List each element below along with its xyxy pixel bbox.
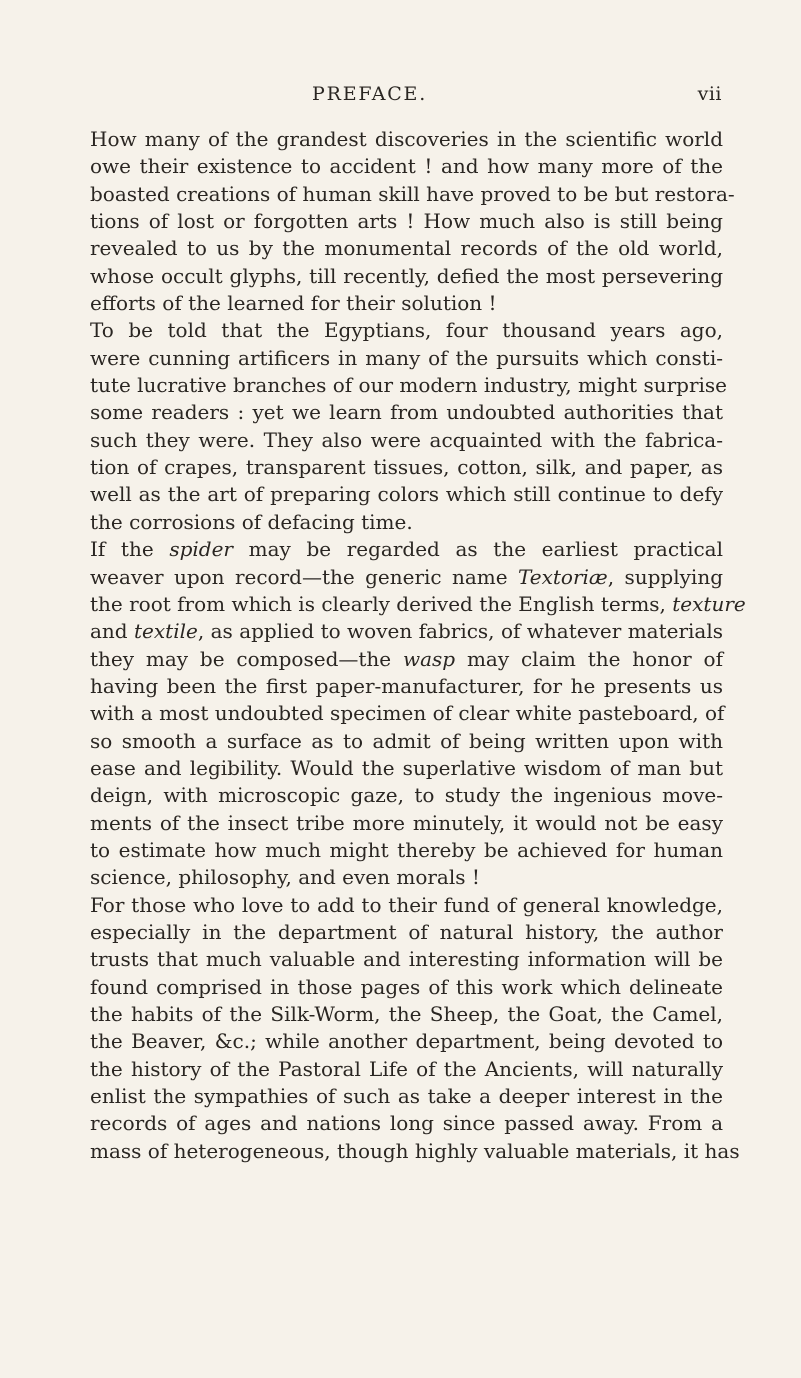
text-run: revealed to us by the monumental records of the old world, xyxy=(90,236,723,261)
text-line xyxy=(90,618,723,645)
text-run: To be told that the Egyptians, four thousand years ago, xyxy=(90,318,723,343)
italic-term: wasp xyxy=(402,646,456,671)
text-run: weaver upon record—the generic name xyxy=(90,564,518,589)
text-line xyxy=(90,864,723,891)
italic-term: textile xyxy=(134,619,198,644)
text-line xyxy=(90,454,723,481)
text-run: may claim the honor of xyxy=(455,646,724,671)
text-run: If the xyxy=(90,537,170,562)
text-run: enlist the sympathies of such as take a deeper interest in the xyxy=(90,1084,723,1109)
text-run: found comprised in those pages of this work which delineate xyxy=(90,974,723,999)
text-line xyxy=(90,728,723,755)
italic-term: spider xyxy=(169,537,233,562)
text-run: trusts that much valuable and interesting information will be xyxy=(90,947,723,972)
text-line xyxy=(90,755,723,782)
text-run: mass of heterogeneous, though highly valuable materials, it has xyxy=(90,1138,740,1163)
text-run: owe their existence to accident ! and how many more of the xyxy=(90,154,723,179)
text-run: and xyxy=(90,619,135,644)
text-line xyxy=(90,181,735,208)
text-run: records of ages and nations long since passed away. From a xyxy=(90,1111,723,1136)
text-run: boasted creations of human skill have proved to be but restora- xyxy=(90,181,735,206)
text-line xyxy=(90,1138,740,1165)
text-run: so smooth a surface as to admit of being written upon with xyxy=(90,728,723,753)
text-run: may be regarded as the earliest practical xyxy=(233,537,723,562)
text-run: deign, with microscopic gaze, to study the ingenious move- xyxy=(90,783,723,808)
italic-term: Textoriæ xyxy=(517,564,608,589)
text-run: the Beaver, &c.; while another department, being devoted to xyxy=(90,1029,723,1054)
text-line xyxy=(90,1028,723,1055)
text-run: some readers : yet we learn from undoubted authorities that xyxy=(90,400,723,425)
text-line xyxy=(90,1001,723,1028)
text-line xyxy=(90,837,723,864)
body-text xyxy=(90,126,746,1165)
text-line xyxy=(90,1056,723,1083)
text-line xyxy=(90,1110,723,1137)
text-line xyxy=(90,591,746,618)
text-line xyxy=(90,345,723,372)
italic-term: texture xyxy=(672,591,746,616)
text-run: were cunning artificers in many of the pursuits which consti- xyxy=(90,345,723,370)
text-line xyxy=(90,974,723,1001)
text-line xyxy=(90,1083,723,1110)
text-line xyxy=(90,509,723,536)
text-line xyxy=(90,317,723,344)
text-line xyxy=(90,782,723,809)
text-run: tions of lost or forgotten arts ! How much also is still being xyxy=(90,209,723,234)
text-run: the habits of the Silk-Worm, the Sheep, the Goat, the Camel, xyxy=(90,1002,723,1026)
text-line xyxy=(90,235,723,262)
text-line xyxy=(90,892,723,919)
text-run: the corrosions of defacing time. xyxy=(90,509,413,534)
text-run: , as applied to woven fabrics, of whatever materials xyxy=(197,619,723,644)
text-line xyxy=(90,564,723,591)
page-number: vii xyxy=(697,83,722,105)
text-run: whose occult glyphs, till recently, defied the most persevering xyxy=(90,263,723,288)
text-run: having been the first paper-manufacturer, for he presents us xyxy=(90,673,723,698)
text-line xyxy=(90,290,723,317)
text-run: the history of the Pastoral Life of the Ancients, will naturally xyxy=(90,1056,723,1081)
text-line xyxy=(90,427,723,454)
text-run: such they were. They also were acquainted with the fabrica- xyxy=(90,427,723,452)
text-line xyxy=(90,208,723,235)
text-run: especially in the department of natural history, the author xyxy=(90,919,723,944)
text-run: with a most undoubted specimen of clear white pasteboard, of xyxy=(90,701,725,726)
text-run: efforts of the learned for their solution ! xyxy=(90,291,497,316)
text-run: tion of crapes, transparent tissues, cotton, silk, and paper, as xyxy=(90,455,723,480)
text-line xyxy=(90,399,723,426)
text-line xyxy=(90,153,723,180)
text-run: science, philosophy, and even morals ! xyxy=(90,865,480,890)
running-head: PREFACE. xyxy=(312,83,428,105)
text-run: How many of the grandest discoveries in the scientific world xyxy=(90,127,723,151)
text-line xyxy=(90,536,723,563)
text-line xyxy=(90,673,723,700)
text-run: , supplying xyxy=(607,564,724,589)
text-line xyxy=(90,946,723,973)
text-run: ease and legibility. Would the superlative wisdom of man but xyxy=(90,755,723,780)
text-run: tute lucrative branches of our modern industry, might surprise xyxy=(90,373,728,398)
text-line xyxy=(90,810,723,837)
text-line xyxy=(90,646,723,673)
text-line xyxy=(90,481,723,508)
text-line xyxy=(90,700,723,727)
text-line xyxy=(90,919,723,946)
text-line xyxy=(90,372,728,399)
text-line xyxy=(90,126,723,153)
text-run: they may be composed—the xyxy=(90,646,403,671)
text-line xyxy=(90,263,723,290)
text-run: For those who love to add to their fund of general knowledge, xyxy=(90,892,723,917)
text-run: the root from which is clearly derived the English terms, xyxy=(90,591,673,616)
text-run: ments of the insect tribe more minutely, it would not be easy xyxy=(90,810,723,835)
text-run: well as the art of preparing colors which still continue to defy xyxy=(90,482,723,507)
page-header xyxy=(312,83,722,113)
text-run: to estimate how much might thereby be achieved for human xyxy=(90,837,723,862)
